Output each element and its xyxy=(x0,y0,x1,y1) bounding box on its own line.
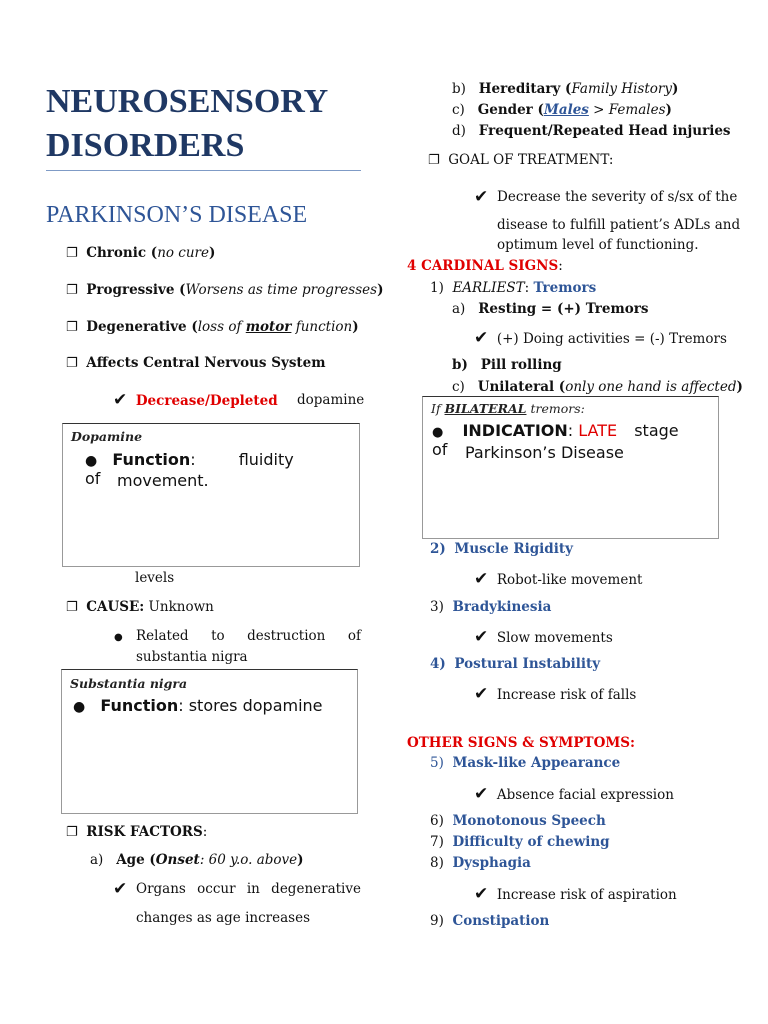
page-title xyxy=(46,80,328,167)
risk-age-note xyxy=(113,879,127,899)
cardinal-sign-3: 3) Bradykinesia xyxy=(430,599,552,615)
other-sign-5-note: ✔ Absence facial expression xyxy=(474,784,674,804)
checkmark-icon: ✔ xyxy=(474,328,489,348)
checkmark-icon: ✔ xyxy=(474,884,489,904)
risk-factors: ❐ RISK FACTORS: xyxy=(66,824,208,840)
other-sign-7: 7) Difficulty of chewing xyxy=(430,834,610,850)
cardinal-heading: 4 CARDINAL SIGNS: xyxy=(407,258,563,274)
bullet-icon: ● xyxy=(432,425,444,440)
dopamine-box xyxy=(62,423,360,567)
cause: ❐ CAUSE: Unknown xyxy=(66,599,214,615)
bilateral-indication: ● INDICATION: LATE stage of xyxy=(432,421,679,459)
tremor-resting: a) Resting = (+) Tremors xyxy=(452,301,649,317)
cardinal-sign-2: 2) Muscle Rigidity xyxy=(430,541,573,557)
goal-of-treatment: ❐ GOAL OF TREATMENT: xyxy=(428,152,614,168)
other-sign-8-note: ✔ Increase risk of aspiration xyxy=(474,884,677,904)
feature-degenerative: ❐ Degenerative (loss of motor function) xyxy=(66,319,359,335)
bilateral-box xyxy=(422,396,719,539)
checkmark-icon: ✔ xyxy=(474,684,489,704)
checkbox-icon: ❐ xyxy=(428,153,440,168)
checkbox-icon: ❐ xyxy=(66,825,78,840)
risk-head-injuries: d) Frequent/Repeated Head injuries xyxy=(452,123,731,139)
title-line-2: DISORDERS xyxy=(46,126,245,164)
checkmark-icon: ✔ xyxy=(474,187,489,207)
other-sign-9: 9) Constipation xyxy=(430,913,550,929)
goal-line-3: optimum level of functioning. xyxy=(497,237,699,253)
cardinal-sign-3-note: ✔ Slow movements xyxy=(474,627,613,647)
checkmark-icon: ✔ xyxy=(113,390,128,410)
section-title: PARKINSON’S DISEASE xyxy=(46,202,308,228)
risk-age: a) Age (Onset: 60 y.o. above) xyxy=(90,852,304,868)
goal-line-2: disease to fulfill patient’s ADLs and xyxy=(497,217,741,233)
bullet-icon: ● xyxy=(85,453,98,469)
checkmark-icon: ✔ xyxy=(113,879,128,899)
checkbox-icon: ❐ xyxy=(66,283,78,298)
goal-check xyxy=(474,187,488,207)
dopamine-note: ✔ Decrease/Depleted xyxy=(113,390,278,410)
tremor-resting-note: ✔ (+) Doing activities = (-) Tremors xyxy=(474,328,727,348)
dopamine-function: ● Function: fluidity of xyxy=(85,450,294,488)
checkbox-icon: ❐ xyxy=(66,600,78,615)
checkmark-icon: ✔ xyxy=(474,569,489,589)
substantia-function: ● Function: stores dopamine xyxy=(73,696,323,715)
dopamine-levels: levels xyxy=(135,570,175,586)
cause-detail-line2: substantia nigra xyxy=(136,649,248,665)
other-signs-heading: OTHER SIGNS & SYMPTOMS: xyxy=(407,735,636,751)
feature-cns: ❐ Affects Central Nervous System xyxy=(66,355,326,371)
bullet-icon: ● xyxy=(114,632,123,643)
checkmark-icon: ✔ xyxy=(474,784,489,804)
risk-gender: c) Gender (Males > Females) xyxy=(452,102,672,118)
bilateral-indication-line2: Parkinson’s Disease xyxy=(465,443,624,462)
feature-chronic: ❐ Chronic (no cure) xyxy=(66,245,216,261)
dopamine-box-title: Dopamine xyxy=(71,429,143,444)
cardinal-sign-2-note: ✔ Robot-like movement xyxy=(474,569,643,589)
risk-age-note-line2: changes as age increases xyxy=(136,910,310,926)
cardinal-sign-4: 4) Postural Instability xyxy=(430,656,601,672)
bullet-icon: ● xyxy=(73,699,86,715)
dopamine-word: dopamine xyxy=(297,392,365,408)
checkbox-icon: ❐ xyxy=(66,320,78,335)
title-divider xyxy=(46,170,361,171)
risk-hereditary: b) Hereditary (Family History) xyxy=(452,81,679,97)
other-sign-5: 5) Mask-like Appearance xyxy=(430,755,621,771)
other-sign-6: 6) Monotonous Speech xyxy=(430,813,606,829)
substantia-box-title: Substantia nigra xyxy=(70,676,188,691)
tremor-pill-rolling: b) Pill rolling xyxy=(452,357,562,373)
cause-detail-line1: Related to destruction of xyxy=(136,628,361,644)
feature-progressive: ❐ Progressive (Worsens as time progresses) xyxy=(66,282,384,298)
cardinal-sign-1: 1) EARLIEST: Tremors xyxy=(430,280,597,296)
checkbox-icon: ❐ xyxy=(66,356,78,371)
risk-age-note-line1: Organs occur in degenerative xyxy=(136,881,361,897)
cardinal-sign-4-note: ✔ Increase risk of falls xyxy=(474,684,637,704)
dopamine-function-line2: movement. xyxy=(117,471,209,490)
tremor-unilateral: c) Unilateral (only one hand is affected) xyxy=(452,379,743,395)
other-sign-8: 8) Dysphagia xyxy=(430,855,531,871)
bilateral-box-title: If BILATERAL tremors: xyxy=(431,401,585,416)
goal-line-1: Decrease the severity of s/sx of the xyxy=(497,189,738,205)
title-line-1: NEUROSENSORY xyxy=(46,83,329,120)
checkmark-icon: ✔ xyxy=(474,627,489,647)
cause-detail xyxy=(114,628,123,644)
checkbox-icon: ❐ xyxy=(66,246,78,261)
